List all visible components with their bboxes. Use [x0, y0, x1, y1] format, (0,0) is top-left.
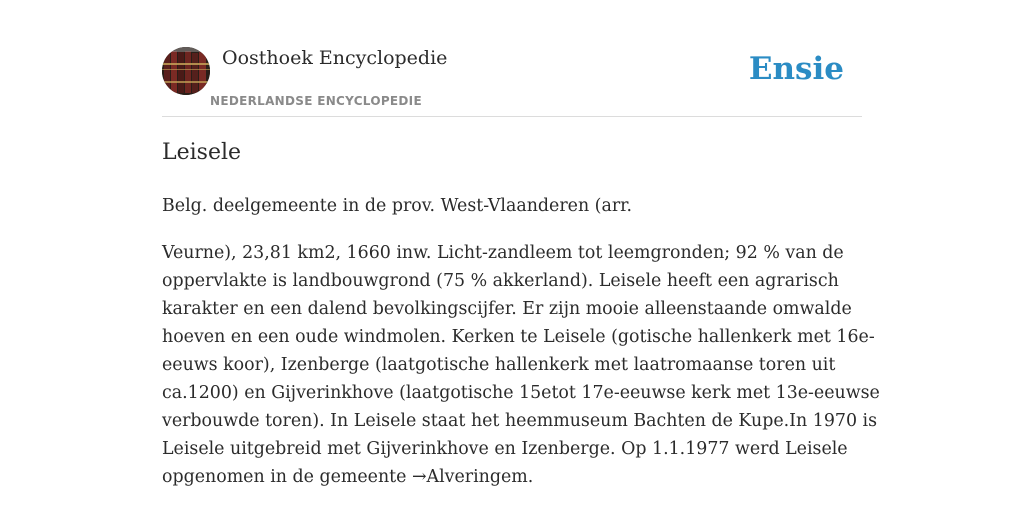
brand-logo[interactable]: Ensie [748, 51, 844, 87]
body-line: karakter en een dalend bevolkingscijfer. Er zijn mooie alleenstaande omwalde [162, 299, 852, 319]
body-line: eeuws koor), Izenberge (laatgotische hallenkerk met laatromaanse toren uit [162, 355, 836, 375]
book-spines-icon [162, 47, 210, 95]
body-line-with-link[interactable]: opgenomen in de gemeente →Alveringem. [162, 467, 534, 487]
body-line: Veurne), 23,81 km2, 1660 inw. Licht-zandleem tot leemgronden; 92 % van de [162, 243, 844, 263]
body-line: hoeven en een oude windmolen. Kerken te Leisele (gotische hallenkerk met 16e- [162, 327, 875, 347]
header [162, 44, 862, 117]
body-line: oppervlakte is landbouwgrond (75 % akkerland). Leisele heeft een agrarisch [162, 271, 839, 291]
body-line: ca.1200) en Gijverinkhove (laatgotische 15etot 17e-eeuwse kerk met 13e-eeuwse [162, 383, 880, 403]
article-body [162, 239, 880, 491]
avatar[interactable] [162, 47, 210, 95]
article-intro: Belg. deelgemeente in de prov. West-Vlaanderen (arr. [162, 196, 633, 216]
source-name[interactable]: Oosthoek Encyclopedie [222, 47, 448, 69]
body-line: Leisele uitgebreid met Gijverinkhove en Izenberge. Op 1.1.1977 werd Leisele [162, 439, 848, 459]
source-subtitle: NEDERLANDSE ENCYCLOPEDIE [210, 94, 422, 108]
body-line: verbouwde toren). In Leisele staat het heemmuseum Bachten de Kupe.In 1970 is [162, 411, 878, 431]
article-title: Leisele [162, 140, 242, 165]
